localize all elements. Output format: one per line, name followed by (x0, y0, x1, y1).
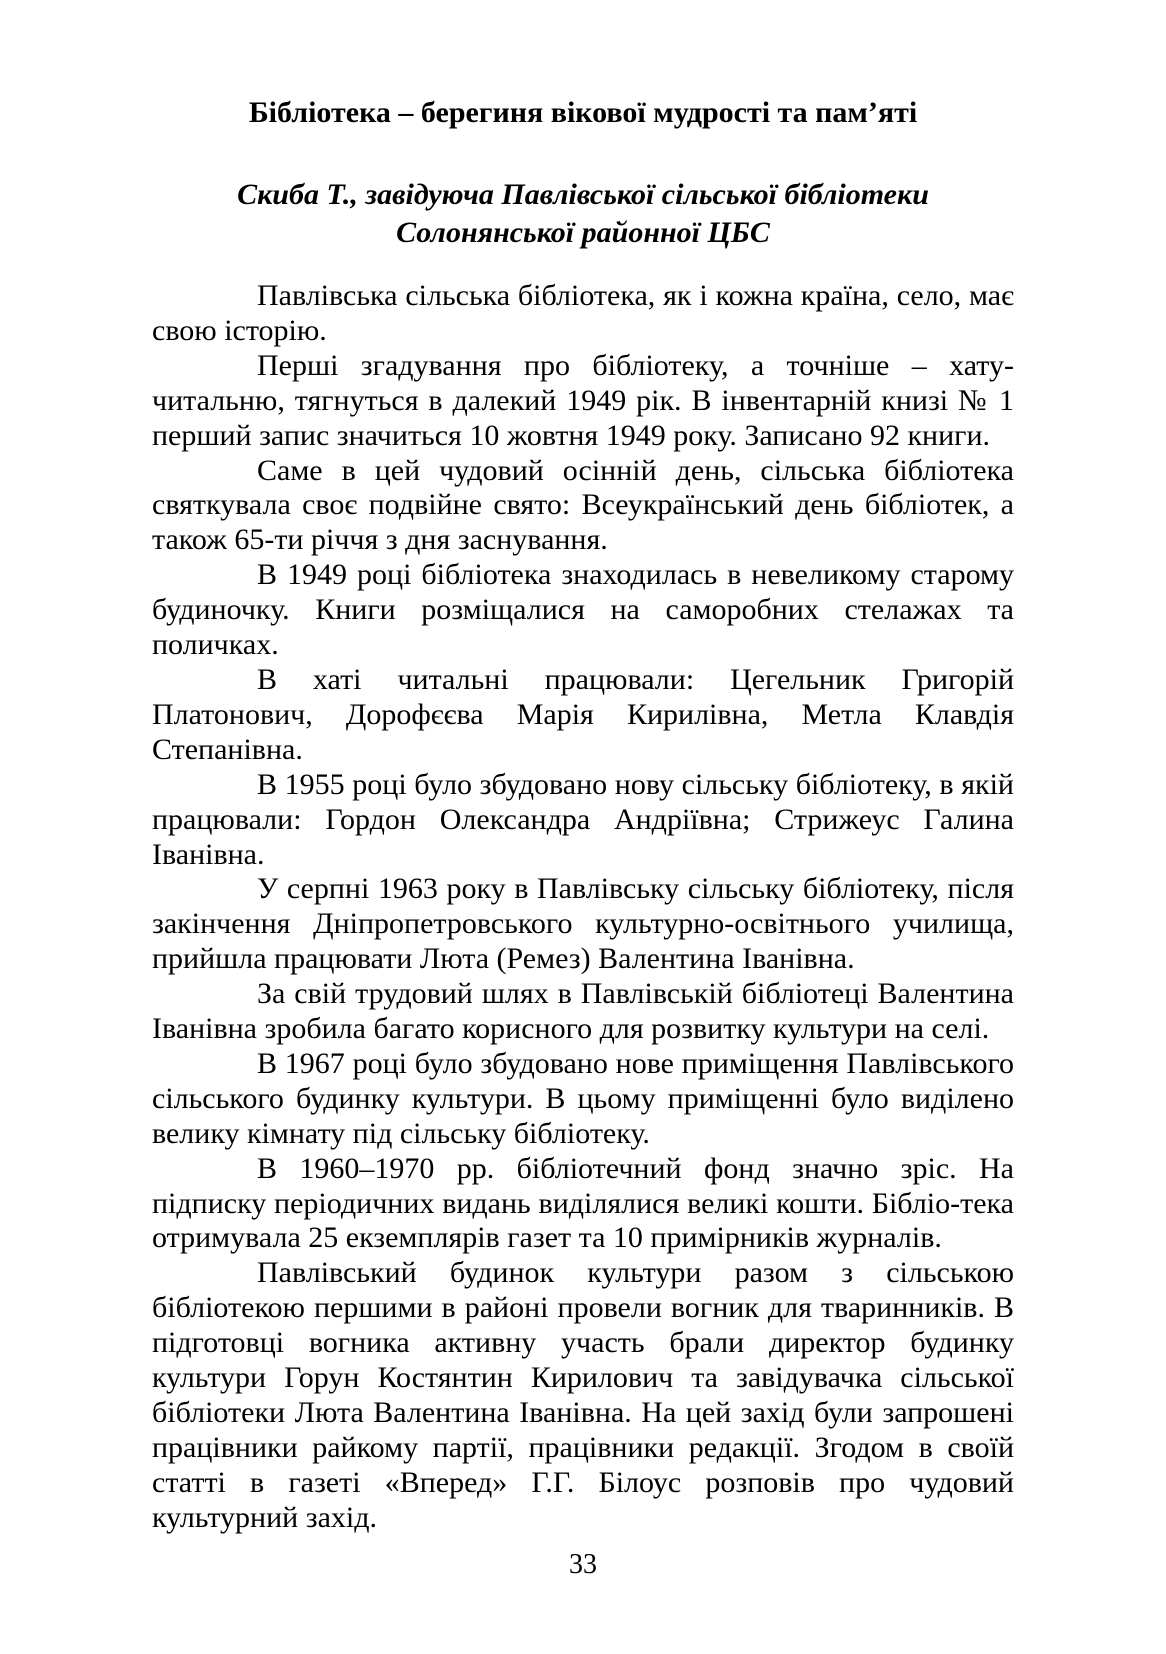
body-paragraph: В 1967 році було збудовано нове приміщення Павлівського сільського будинку культури. В цьому приміщенні було виділено велику кімнату під сільську бібліотеку. (152, 1046, 1014, 1150)
body-paragraph: В 1960–1970 рр. бібліотечний фонд значно зріс. На підписку періодичних видань виділялися великі кошти. Бібліо-тека отримувала 25 екземплярів газет та 10 примірників журналів. (152, 1151, 1014, 1255)
body-paragraph: Саме в цей чудовий осінній день, сільська бібліотека святкувала своє подвійне свято: Всеукраїнський день бібліотек, а також 65-ти річчя з дня заснування. (152, 453, 1014, 557)
body-paragraph: За свій трудовий шлях в Павлівській бібліотеці Валентина Іванівна зробила багато корисного для розвитку культури на селі. (152, 977, 1014, 1046)
body-paragraph: Павлівська сільська бібліотека, як і кожна країна, село, має свою історію. (152, 279, 1014, 347)
body-paragraph: В хаті читальні працювали: Цегельник Григорій Платонович, Дорофєєва Марія Кирилівна, Метла Клавдія Степанівна. (152, 662, 1014, 766)
body-paragraph: У серпні 1963 року в Павлівську сільську бібліотеку, після закінчення Дніпропетровського культурно-освітнього училища, прийшла працювати Люта (Ремез) Валентина Іванівна. (152, 872, 1014, 976)
page-number: 33 (569, 1549, 597, 1580)
body-paragraph: Перші згадування про бібліотеку, а точніше – хату-читальню, тягнуться в далекий 1949 рік. В інвентарній книзі № 1 перший запис значиться 10 жовтня 1949 року. Записано 92 книги. (152, 348, 1014, 452)
article-body (152, 279, 1014, 1536)
body-paragraph: В 1949 році бібліотека знаходилась в невеликому старому будиночку. Книги розміщалися на саморобних стелажах та поличках. (152, 558, 1014, 662)
byline-organization-line: Солонянської районної ЦБС (396, 216, 770, 249)
body-paragraph: В 1955 році було збудовано нову сільську бібліотеку, в якій працювали: Гордон Олександра Андріївна; Стрижеус Галина Іванівна. (152, 767, 1014, 871)
article-title: Бібліотека – берегиня вікової мудрості та пам’яті (248, 96, 918, 129)
byline-author-line: Скиба Т., завідуюча Павлівської сільської бібліотеки (237, 178, 929, 211)
body-paragraph: Павлівський будинок культури разом з сільською бібліотекою першими в районі провели вогник для тваринників. В підготовці вогника активну участь брали директор будинку культури Горун Костянтин Кирилович та завідувачка сільської бібліотеки Люта Валентина Іванівна. На цей захід були запрошені працівники райкому партії, працівники редакції. Згодом в своїй статті в газеті «Вперед» Г.Г. Білоус розповів про чудовий культурний захід. (152, 1256, 1014, 1534)
article-byline (150, 176, 1016, 252)
